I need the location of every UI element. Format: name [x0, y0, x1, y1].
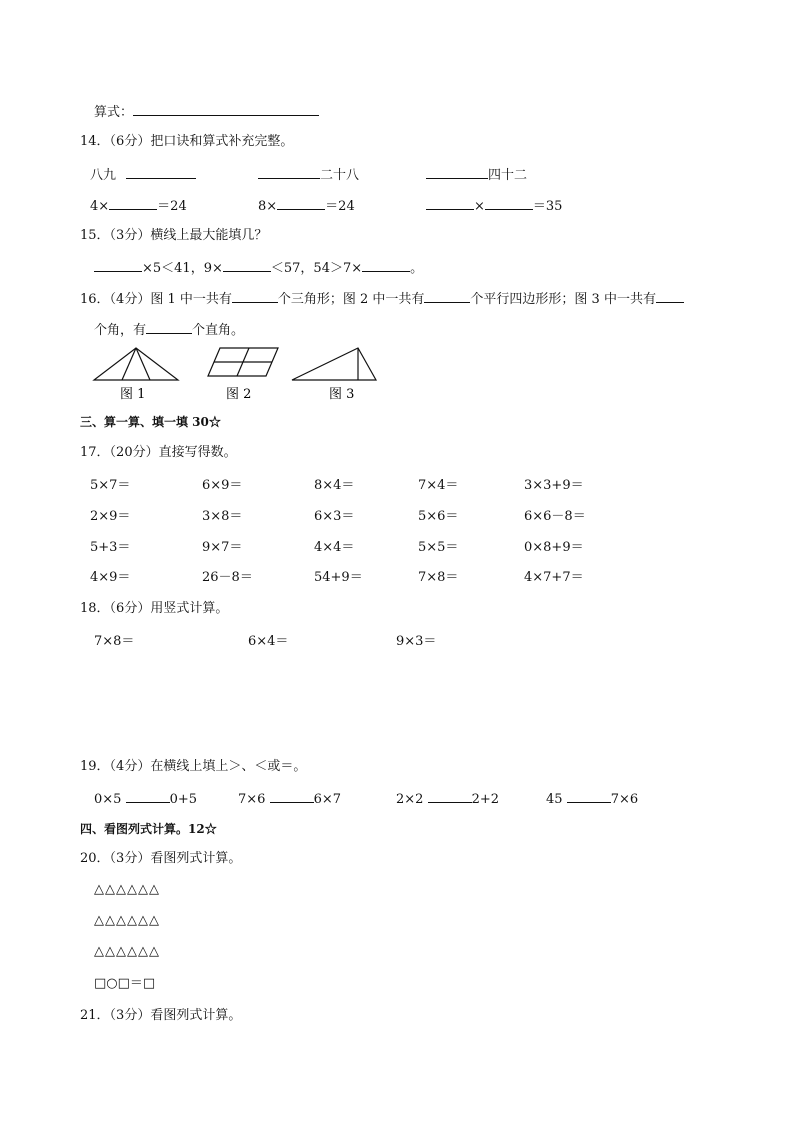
answer-blank[interactable]: [428, 790, 472, 803]
q19-text: 2×2: [396, 792, 424, 807]
q14-title: 14．（6分）把口诀和算式补充完整。: [80, 134, 294, 149]
figure-2-parallelograms: [208, 348, 278, 376]
answer-blank[interactable]: [126, 166, 196, 179]
q19-text: 6×7: [313, 792, 342, 807]
figure-1-label: 图 1: [120, 387, 146, 402]
q15-title: 15．（3分）横线上最大能填几？: [80, 228, 268, 243]
q14-row1-item3: [426, 166, 527, 184]
triangle-row: △△△△△△: [94, 944, 160, 959]
answer-blank[interactable]: [426, 197, 474, 210]
q14-eq-text: ×: [474, 199, 485, 214]
q17-cell: 0×8+9＝: [524, 540, 584, 555]
q17-cell: 3×3+9＝: [524, 478, 584, 493]
q17-cell: 2×9＝: [90, 509, 131, 524]
q21-title: 21．（3分）看图列式计算。: [80, 1008, 242, 1023]
q17-cell: 6×9＝: [202, 478, 243, 493]
q16-figures: [92, 346, 382, 404]
q14-eq-text: 4×: [90, 199, 110, 214]
formula-label: 算式：: [94, 105, 134, 120]
q16-text: 个三角形；图 2 中一共有: [277, 292, 425, 307]
answer-blank[interactable]: [567, 790, 611, 803]
q14-eq-text: 8×: [258, 199, 278, 214]
q17-cell: 7×8＝: [418, 570, 459, 585]
q17-cell: 4×7+7＝: [524, 570, 584, 585]
q19-item-2: [238, 790, 341, 808]
q16-text: 16．（4分）图 1 中一共有: [80, 292, 232, 307]
q15-body: [94, 259, 423, 277]
answer-blank[interactable]: [424, 290, 470, 303]
q17-cell: 8×4＝: [314, 478, 355, 493]
triangle-row: △△△△△△: [94, 913, 160, 928]
answer-blank[interactable]: [223, 259, 271, 272]
q16-title: [80, 290, 684, 308]
q14-rhyme-text: 八九: [90, 168, 117, 183]
q18-item: 9×3＝: [396, 634, 437, 649]
q14-row2-item2: [258, 197, 355, 215]
q17-cell: 5×7＝: [90, 478, 131, 493]
q17-title: 17．（20分）直接写得数。: [80, 445, 237, 460]
q18-title: 18．（6分）用竖式计算。: [80, 601, 229, 616]
section-4-heading: 四、看图列式计算。12☆: [80, 822, 217, 836]
answer-blank[interactable]: [109, 197, 157, 210]
answer-blank[interactable]: [258, 166, 320, 179]
q14-row1-item2: [258, 166, 359, 184]
q14-eq-text: ＝24: [157, 199, 187, 214]
q14-rhyme-text: 二十八: [320, 168, 360, 183]
q18-item: 6×4＝: [248, 634, 289, 649]
answer-blank[interactable]: [485, 197, 533, 210]
q15-text: ＜57，54＞7×: [270, 261, 363, 276]
answer-blank[interactable]: [126, 790, 170, 803]
q20-title: 20．（3分）看图列式计算。: [80, 851, 242, 866]
q20-formula-template: □○□＝□: [94, 976, 156, 991]
figure-2-label: 图 2: [226, 387, 252, 402]
figure-1-triangles: [94, 348, 178, 380]
q14-row2-item3: [426, 197, 562, 215]
answer-blank[interactable]: [426, 166, 488, 179]
answer-blank[interactable]: [362, 259, 410, 272]
answer-blank[interactable]: [656, 290, 684, 303]
q17-cell: 9×7＝: [202, 540, 243, 555]
q14-rhyme-text: 四十二: [488, 168, 528, 183]
answer-blank[interactable]: [146, 321, 192, 334]
formula-line: [94, 103, 319, 121]
q19-item-4: [546, 790, 638, 808]
q17-cell: 54+9＝: [314, 570, 363, 585]
q18-item: 7×8＝: [94, 634, 135, 649]
q19-text: 45: [546, 792, 563, 807]
answer-blank[interactable]: [277, 197, 325, 210]
q14-eq-text: ＝35: [532, 199, 563, 214]
q14-row1-item1: [90, 166, 196, 184]
answer-blank[interactable]: [133, 103, 319, 116]
q17-cell: 6×6－8＝: [524, 509, 586, 524]
q19-text: 7×6: [238, 792, 266, 807]
answer-blank[interactable]: [94, 259, 142, 272]
q17-cell: 4×4＝: [314, 540, 355, 555]
q17-cell: 5+3＝: [90, 540, 131, 555]
q16-text: 个直角。: [192, 323, 245, 338]
q17-cell: 5×6＝: [418, 509, 459, 524]
section-3-heading: 三、算一算、填一填 30☆: [80, 415, 221, 429]
q15-text: ×5＜41，9×: [142, 261, 223, 276]
figure-3-triangle: [292, 348, 376, 380]
q19-text: 7×6: [610, 792, 639, 807]
q14-row2-item1: [90, 197, 187, 215]
triangle-row: △△△△△△: [94, 882, 160, 897]
q19-text: 2+2: [471, 792, 500, 807]
q17-cell: 5×5＝: [418, 540, 459, 555]
q16-line2: [94, 321, 244, 339]
q19-text: 0+5: [169, 792, 198, 807]
q16-text: 个角，有: [94, 323, 147, 338]
q17-cell: 4×9＝: [90, 570, 131, 585]
q17-cell: 6×3＝: [314, 509, 355, 524]
q15-text: 。: [410, 261, 424, 276]
q14-eq-text: ＝24: [325, 199, 355, 214]
q17-cell: 26－8＝: [202, 570, 253, 585]
q17-cell: 3×8＝: [202, 509, 243, 524]
answer-blank[interactable]: [270, 790, 314, 803]
q17-cell: 7×4＝: [418, 478, 459, 493]
q19-item-1: [94, 790, 197, 808]
answer-blank[interactable]: [232, 290, 278, 303]
q19-text: 0×5: [94, 792, 122, 807]
q19-title: 19．（4分）在横线上填上＞、＜或＝。: [80, 759, 307, 774]
figure-3-label: 图 3: [329, 387, 355, 402]
q19-item-3: [396, 790, 499, 808]
q16-text: 个平行四边形形；图 3 中一共有: [470, 292, 656, 307]
